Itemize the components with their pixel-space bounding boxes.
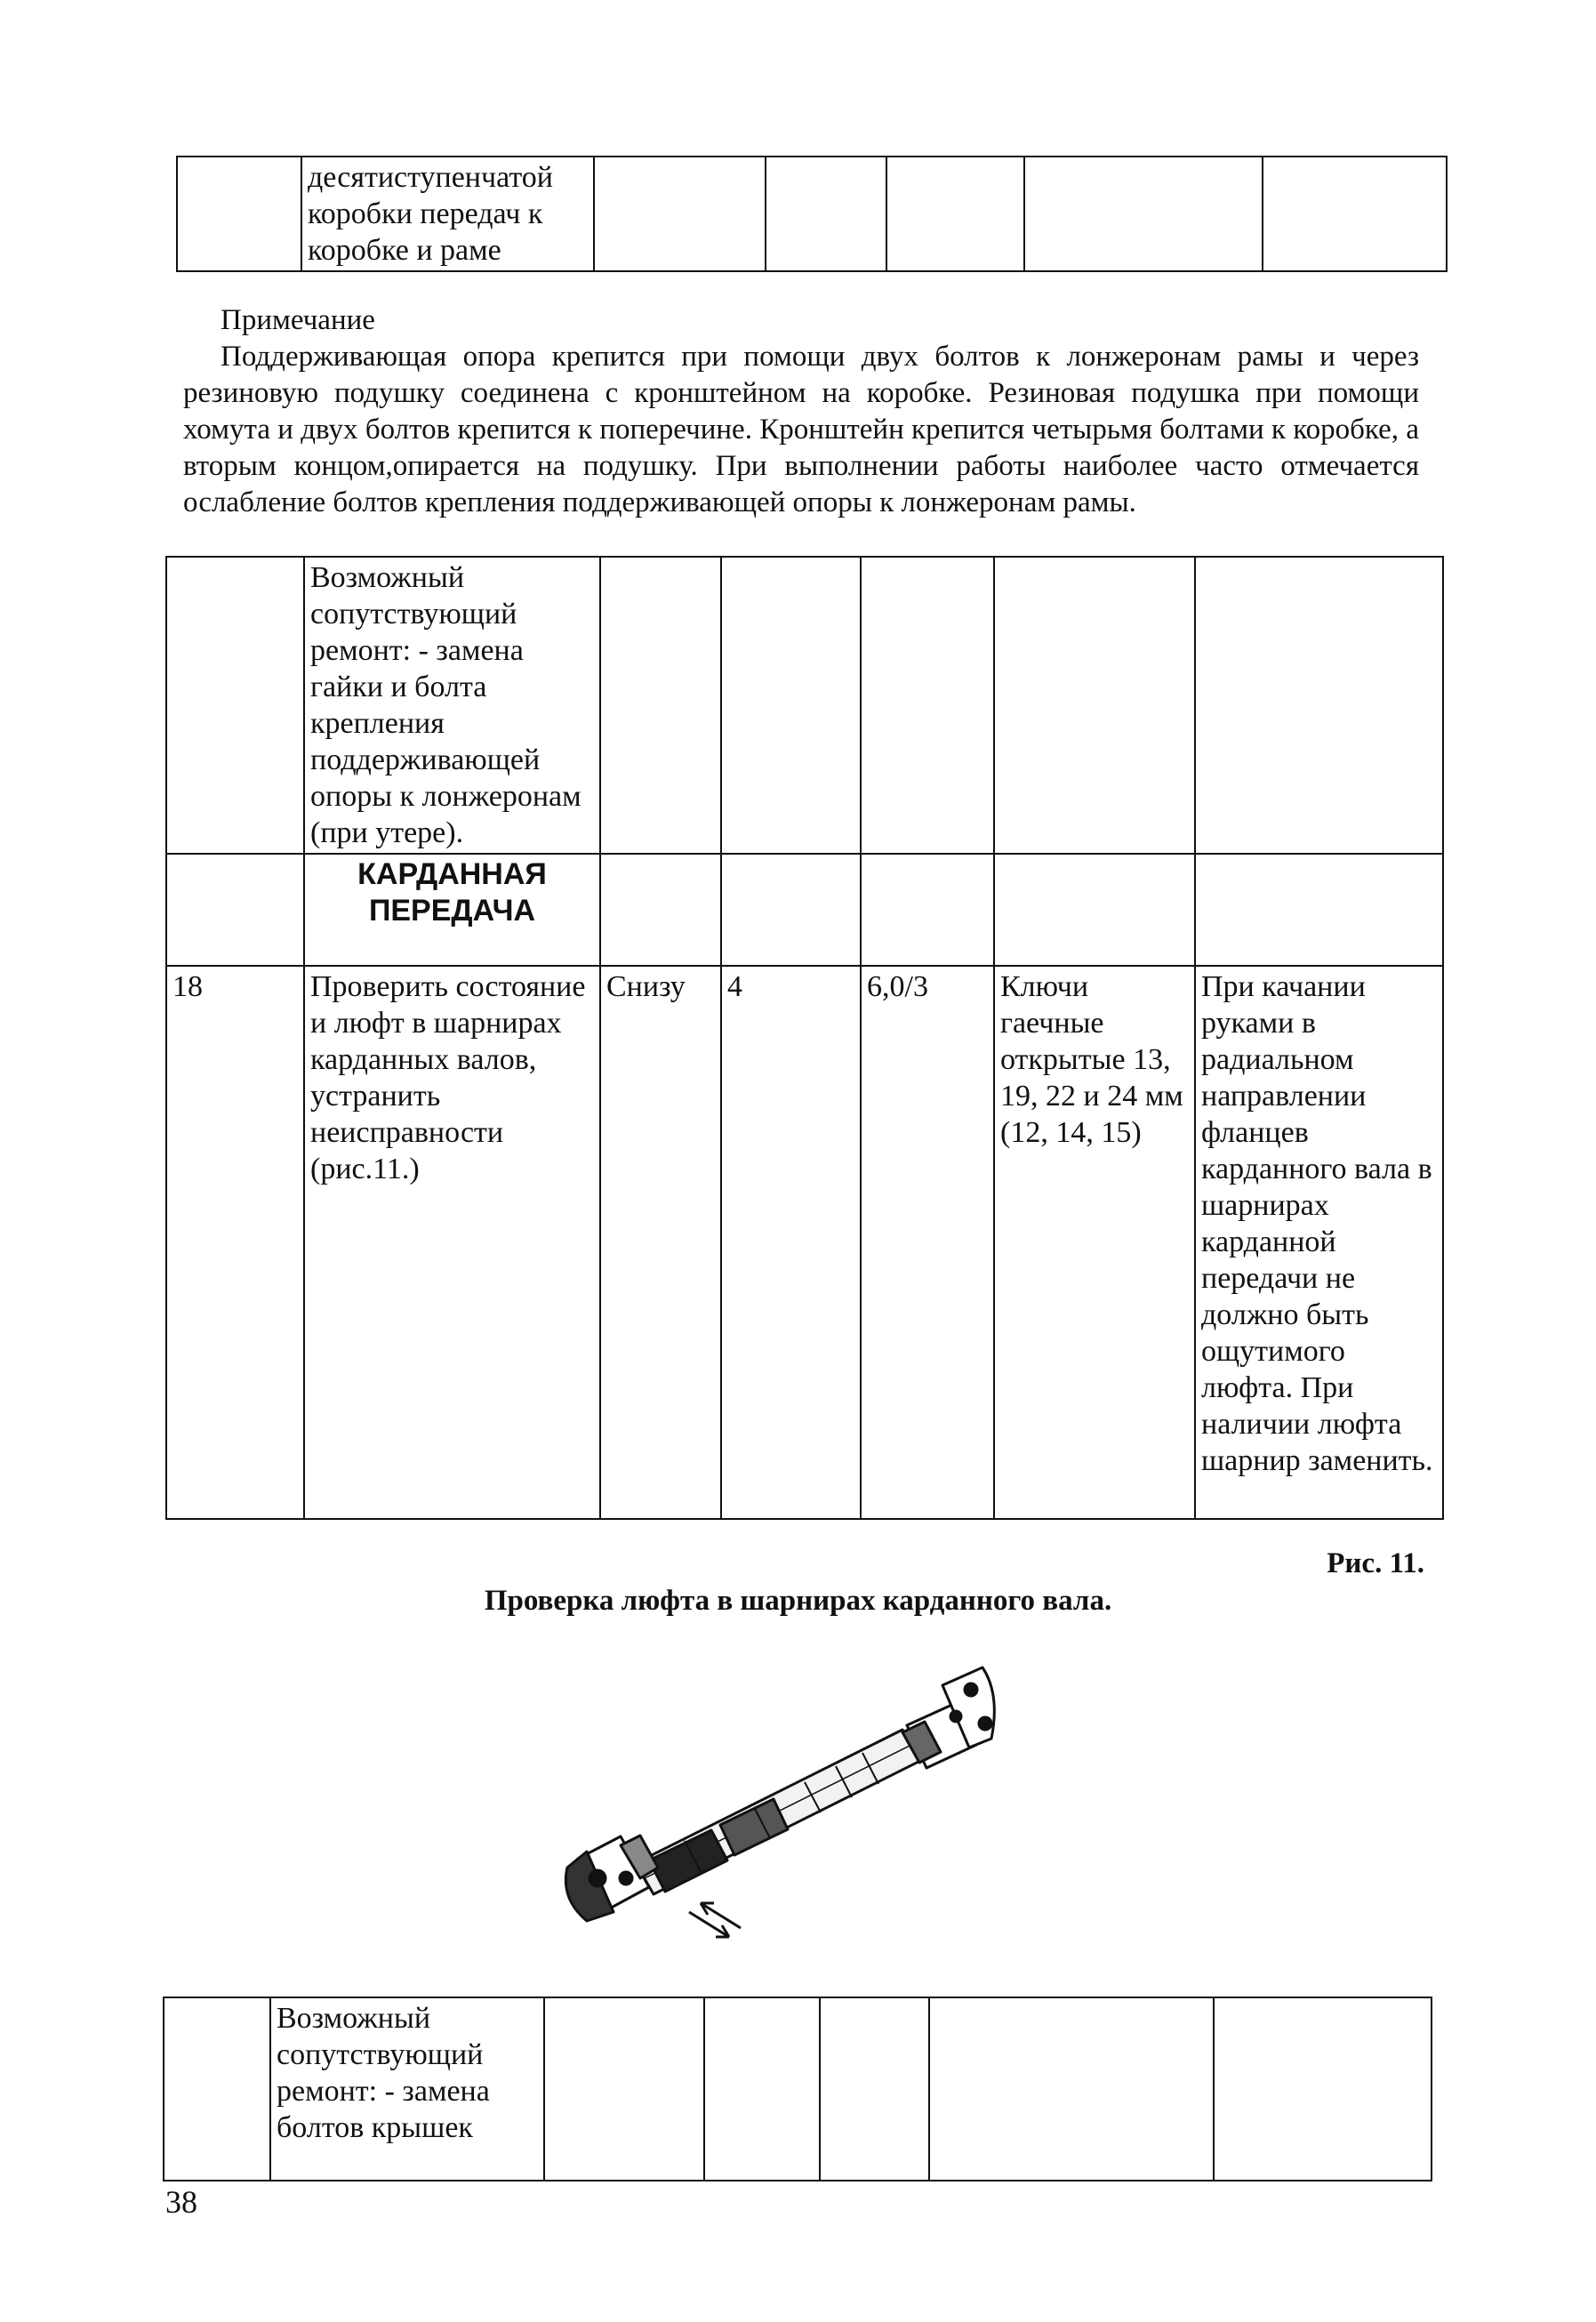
note-title: Примечание (221, 304, 375, 336)
table-cell-operation: десятиступенчатой коробки передач к коробке и раме (301, 157, 594, 271)
figure-caption: Проверка люфта в шарнирах карданного вала. (484, 1585, 1112, 1617)
table-cell (820, 1997, 929, 2181)
repair-text: Возможный сопутствующий ремонт: - замена болтов крышек (270, 1997, 544, 2181)
operation-count: 4 (721, 966, 861, 1519)
page-number: 38 (165, 2184, 197, 2220)
table-cell (861, 854, 994, 966)
table-cell (600, 854, 721, 966)
table-cell (594, 157, 766, 271)
table-cell (166, 854, 304, 966)
top-table (176, 156, 1448, 272)
table-cell (544, 1997, 704, 2181)
table-cell (994, 557, 1195, 854)
table-cell (721, 557, 861, 854)
table-row-section (166, 854, 1443, 966)
table-cell (1195, 854, 1443, 966)
operation-labor: 6,0/3 (861, 966, 994, 1519)
table-row-repair (164, 1997, 1432, 2181)
table-cell (164, 1997, 270, 2181)
table-cell (1195, 557, 1443, 854)
operation-tools: Ключи гаечные открытые 13, 19, 22 и 24 мм (12, 14, 15) (994, 966, 1195, 1519)
table-cell (886, 157, 1024, 271)
cardan-shaft-drawing-icon (551, 1654, 1014, 1948)
table-row (177, 157, 1447, 271)
section-heading: КАРДАННАЯ ПЕРЕДАЧА (304, 854, 600, 966)
table-row-repair (166, 557, 1443, 854)
note-text: Поддерживающая опора крепится при помощи двух болтов к лонжеронам рамы и через резиновую подушку соединена с кронштейном на коробке. Резиновая подушка при помощи хомута и двух болтов крепится к поперечине. Кронштейн крепится четырьмя болтами к коробке, а вторым концом,опирается на подушку. При выполнении работы наиболее часто отмечается ослабление болтов крепления поддерживающей опоры к лонжеронам рамы. (183, 341, 1419, 518)
repair-text: Возможный сопутствующий ремонт: - замена гайки и болта крепления поддерживающей опоры к лонжеронам (при утере). (304, 557, 600, 854)
table-cell (1214, 1997, 1432, 2181)
operation-description: Проверить состояние и люфт в шарнирах карданных валов, устранить неисправности (рис.11.) (304, 966, 600, 1519)
table-cell (704, 1997, 820, 2181)
table-cell (766, 157, 886, 271)
operation-requirements: При качании руками в радиальном направлении фланцев карданного вала в шарнирах карданной передачи не должно быть ощутимого люфта. При наличии люфта шарнир заменить. (1195, 966, 1443, 1519)
table-cell (861, 557, 994, 854)
table-cell (1263, 157, 1447, 271)
table-cell (1024, 157, 1263, 271)
table-cell (994, 854, 1195, 966)
main-table (165, 556, 1444, 1520)
table-cell (166, 557, 304, 854)
table-cell (600, 557, 721, 854)
bottom-table (163, 1997, 1432, 2181)
operation-location: Снизу (600, 966, 721, 1519)
table-row-operation (166, 966, 1443, 1519)
note-block (183, 302, 1419, 521)
table-cell (177, 157, 301, 271)
figure-number: Рис. 11. (1327, 1547, 1424, 1579)
table-cell (721, 854, 861, 966)
table-cell (929, 1997, 1214, 2181)
operation-number: 18 (166, 966, 304, 1519)
